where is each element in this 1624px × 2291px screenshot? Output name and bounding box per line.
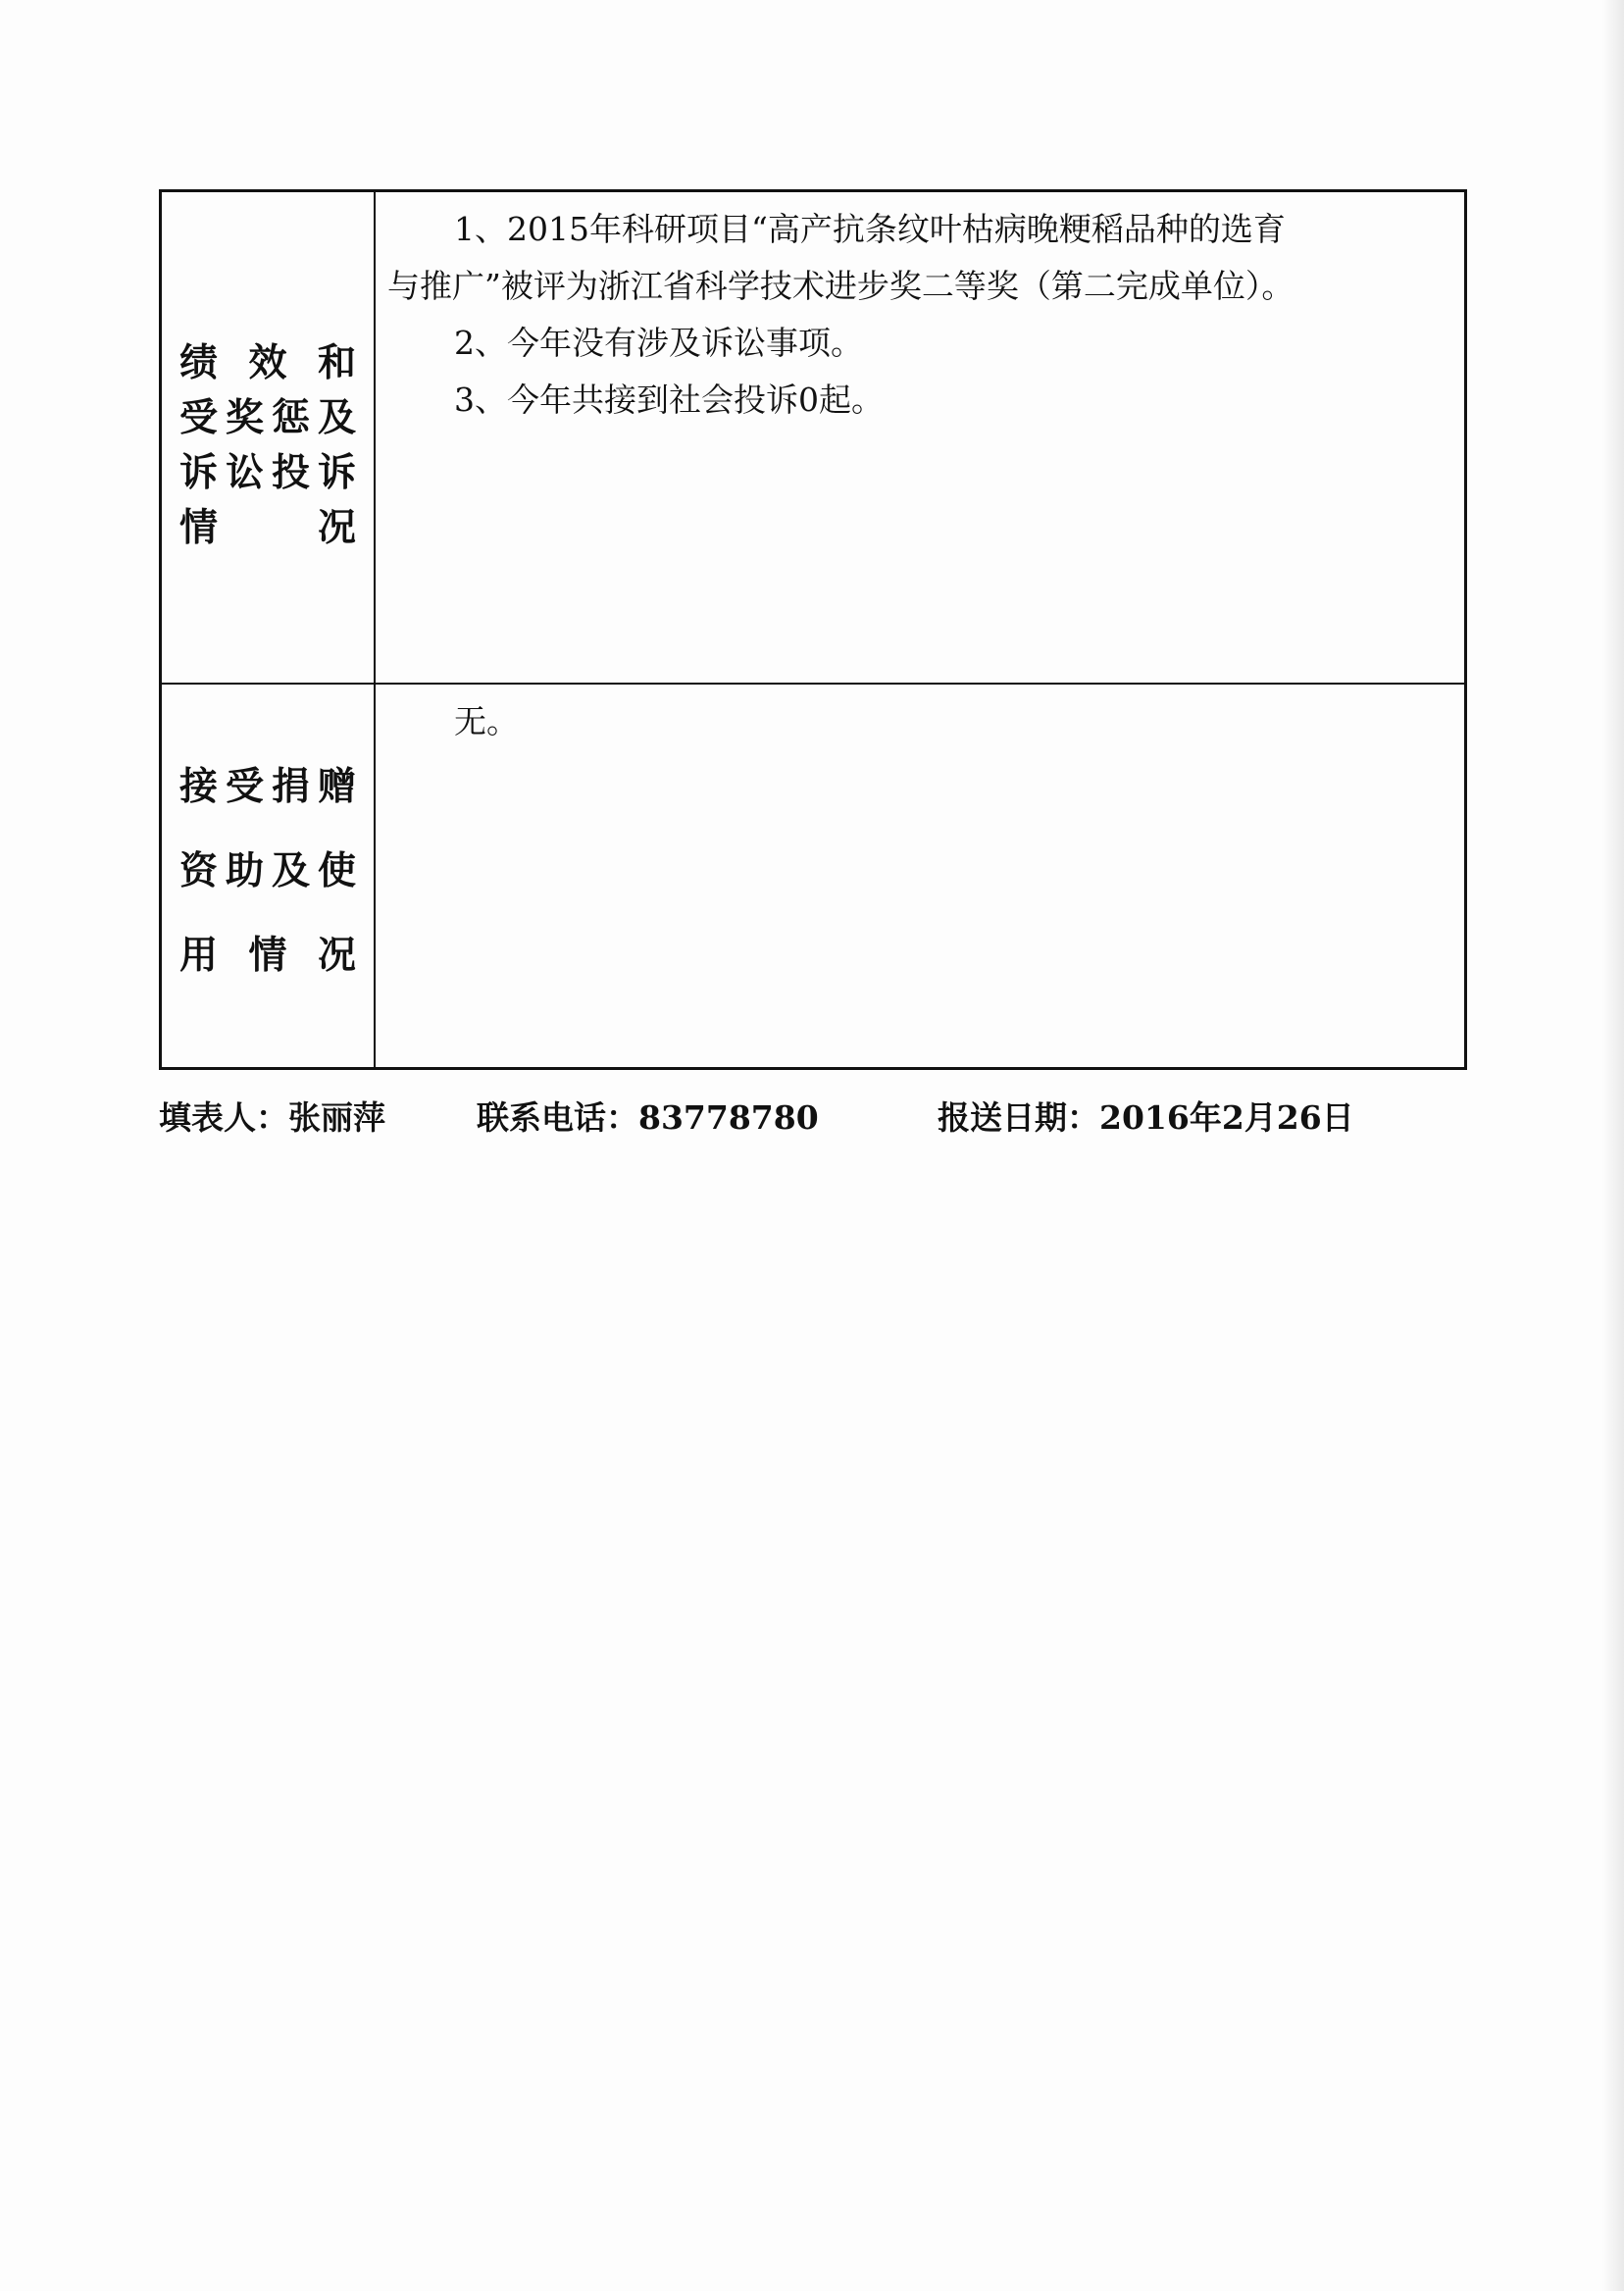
content-line: 无。 xyxy=(454,702,519,740)
info-table xyxy=(159,189,1467,1070)
content-line: 3、今年共接到社会投诉0起。 xyxy=(454,381,884,419)
label-line: 情 况 xyxy=(179,505,356,550)
row-content-performance xyxy=(376,192,1464,683)
footer-phone: 联系电话：83778780 xyxy=(477,1098,819,1137)
label-line: 用 情 况 xyxy=(179,933,356,978)
row-label-donations xyxy=(162,685,376,1070)
content-line: 1、2015年科研项目“高产抗条纹叶枯病晚粳稻品种的选育 xyxy=(454,210,1286,248)
table-row-donations xyxy=(162,685,1464,1070)
row-content-donations xyxy=(376,685,1464,1070)
label-line: 接 受 捐 赠 xyxy=(179,764,356,809)
scan-edge xyxy=(1602,0,1624,2291)
content-line: 与推广”被评为浙江省科学技术进步奖二等奖（第二完成单位）。 xyxy=(387,267,1294,305)
table-row-performance xyxy=(162,192,1464,685)
label-line: 资 助 及 使 xyxy=(179,848,356,893)
label-line: 受 奖 惩 及 xyxy=(179,395,356,440)
label-line: 绩 效 和 xyxy=(179,340,356,385)
content-line: 2、今年没有涉及诉讼事项。 xyxy=(454,324,863,362)
footer-date: 报送日期：2016年2月26日 xyxy=(938,1098,1354,1137)
label-line: 诉 讼 投 诉 xyxy=(179,450,356,495)
row-label-performance xyxy=(162,192,376,683)
footer-filler: 填表人：张丽萍 xyxy=(159,1098,385,1137)
